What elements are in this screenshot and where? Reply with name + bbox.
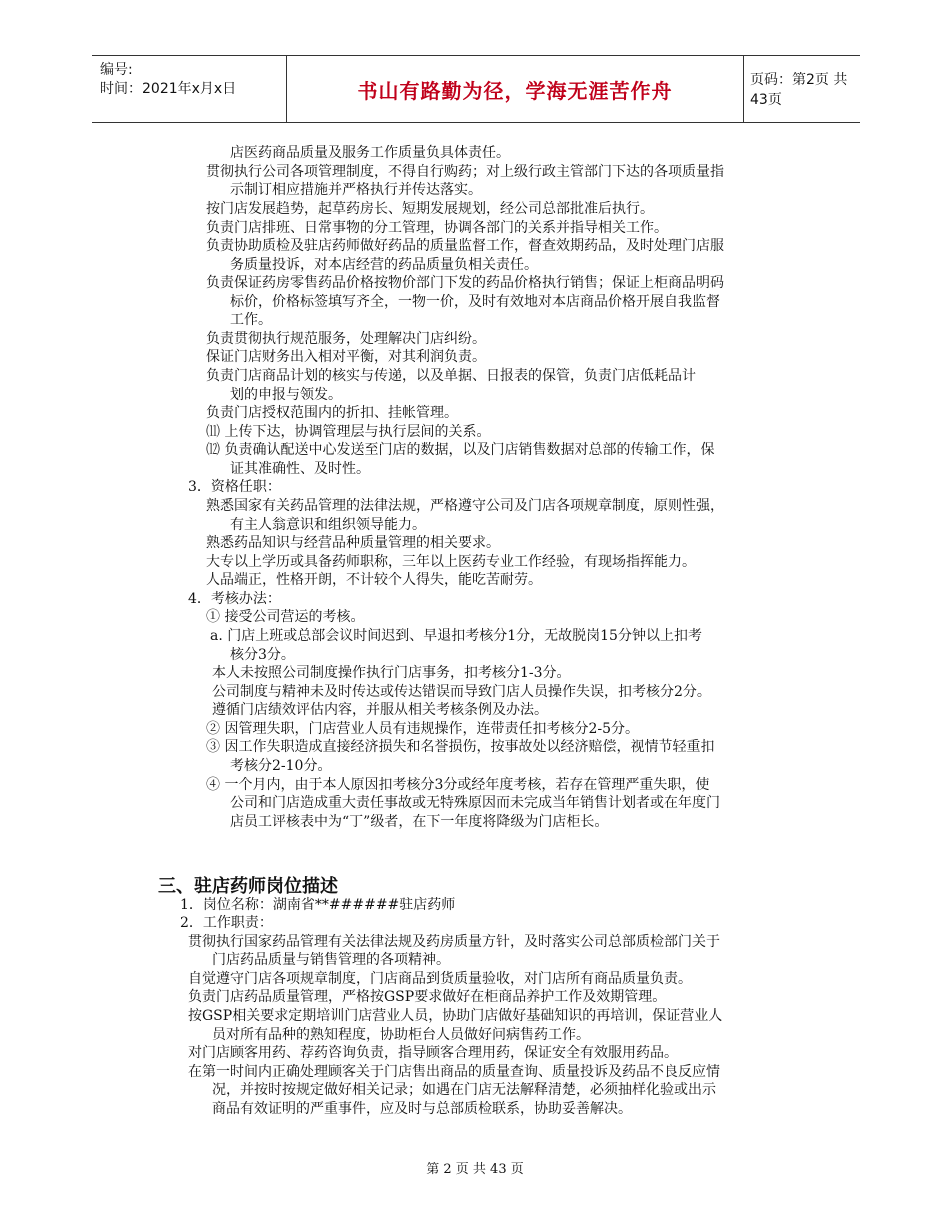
body-line: ④ 一个月内，由于本人原因扣考核分3分或经年度考核，若存在管理严重失职，使 [206,777,710,793]
body-line: 熟悉国家有关药品管理的法律法规，严格遵守公司及门店各项规章制度，原则性强， [206,498,724,514]
body-line: 标价，价格标签填写齐全，一物一价，及时有效地对本店商品价格开展自我监督 [230,294,720,310]
section-line: 按GSP相关要求定期培训门店营业人员，协助门店做好基础知识的再培训，保证营业人 [188,1008,723,1024]
body-line: 示制订相应措施并严格执行并传达落实。 [230,182,482,198]
body-line: 核分3分。 [230,647,295,663]
body-line: 负责门店排班、日常事物的分工管理，协调各部门的关系并指导相关工作。 [206,220,668,236]
body-line: 负责门店授权范围内的折扣、挂帐管理。 [206,405,458,421]
motto: 书山有路勤为径，学海无涯苦作舟 [357,78,673,103]
body-line: 熟悉药品知识与经营品种质量管理的相关要求。 [206,535,500,551]
page-header [92,55,860,123]
header-motto-cell [286,56,744,122]
body-line: 大专以上学历或具备药师职称，三年以上医药专业工作经验，有现场指挥能力。 [206,554,696,570]
body-line: 负责保证药房零售药品价格按物价部门下发的药品价格执行销售；保证上柜商品明码 [206,275,724,291]
header-page-info: 页码：第2页 共43页 [750,72,848,108]
body-line: ⑾ 上传下达，协调管理层与执行层间的关系。 [206,424,491,440]
body-line: 人品端正，性格开朗，不计较个人得失，能吃苦耐劳。 [206,572,542,588]
page-footer: 第 2 页 共 43 页 [426,1162,524,1177]
body-line: 保证门店财务出入相对平衡，对其利润负责。 [206,349,486,365]
time-label: 时间：2021年x月x日 [100,81,237,97]
section-title: 三、驻店药师岗位描述 [158,876,338,897]
section-line: 自觉遵守门店各项规章制度，门店商品到货质量验收，对门店所有商品质量负责。 [188,971,692,987]
section-line: 商品有效证明的严重事件，应及时与总部质检联系，协助妥善解决。 [212,1101,632,1117]
body-line: 公司制度与精神未及时传达或传达错误而导致门店人员操作失误，扣考核分2分。 [212,684,711,700]
body-line: ② 因管理失职，门店营业人员有违规操作，连带责任扣考核分2-5分。 [206,721,639,737]
section-line: 对门店顾客用药、荐药咨询负责，指导顾客合理用药，保证安全有效服用药品。 [188,1045,678,1061]
section-line: 2．工作职责： [180,915,273,931]
body-line: 3．资格任职： [188,479,281,495]
body-line: 考核分2-10分。 [230,758,332,774]
body-line: ① 接受公司营运的考核。 [206,609,365,625]
body-line: 遵循门店绩效评估内容，并服从相关考核条例及办法。 [212,702,548,718]
body-line: 工作。 [230,312,272,328]
body-line: 公司和门店造成重大责任事故或无特殊原因而未完成当年销售计划者或在年度门 [230,795,720,811]
body-line: 有主人翁意识和组织领导能力。 [230,517,426,533]
body-line: 4．考核办法： [188,591,281,607]
body-line: 店医药商品质量及服务工作质量负具体责任。 [230,145,510,161]
body-line: 按门店发展趋势，起草药房长、短期发展规划，经公司总部批准后执行。 [206,201,654,217]
body-line: 划的申报与领发。 [230,387,342,403]
body-line: 负责协助质检及驻店药师做好药品的质量监督工作，督查效期药品，及时处理门店服 [206,238,724,254]
body-line: ③ 因工作失职造成直接经济损失和名誉损伤，按事故处以经济赔偿，视情节轻重扣 [206,739,715,755]
section-line: 门店药品质量与销售管理的各项精神。 [212,952,450,968]
body-line: 务质量投诉，对本店经营的药品质量负相关责任。 [230,257,538,273]
section-line: 负责门店药品质量管理，严格按GSP要求做好在柜商品养护工作及效期管理。 [188,989,667,1005]
section-line: 贯彻执行国家药品管理有关法律法规及药房质量方针，及时落实公司总部质检部门关于 [188,934,720,950]
body-line: 负责门店商品计划的核实与传递，以及单据、日报表的保管，负责门店低耗品计 [206,368,696,384]
body-line: 贯彻执行公司各项管理制度，不得自行购药；对上级行政主管部门下达的各项质量指 [206,164,724,180]
section-line: 在第一时间内正确处理顾客关于门店售出商品的质量查询、质量投诉及药品不良反应情 [188,1064,720,1080]
body-line: 本人未按照公司制度操作执行门店事务，扣考核分1-3分。 [212,665,571,681]
section-line: 1．岗位名称：湖南省**######驻店药师 [180,897,456,913]
section-line: 况，并按时按规定做好相关记录；如遇在门店无法解释清楚，必须抽样化验或出示 [212,1082,716,1098]
body-line: 证其准确性、及时性。 [230,461,370,477]
header-meta [92,56,286,122]
body-line: a. 门店上班或总部会议时间迟到、早退扣考核分1分，无故脱岗15分钟以上扣考 [210,628,702,644]
section-line: 员对所有品种的熟知程度，协助柜台人员做好问病售药工作。 [212,1027,590,1043]
body-line: ⑿ 负责确认配送中心发送至门店的数据，以及门店销售数据对总部的传输工作，保 [206,442,715,458]
number-label: 编号: [100,62,133,78]
body-line: 负责贯彻执行规范服务，处理解决门店纠纷。 [206,331,486,347]
body-line: 店员工评核表中为“丁”级者，在下一年度将降级为门店柜长。 [230,814,609,830]
